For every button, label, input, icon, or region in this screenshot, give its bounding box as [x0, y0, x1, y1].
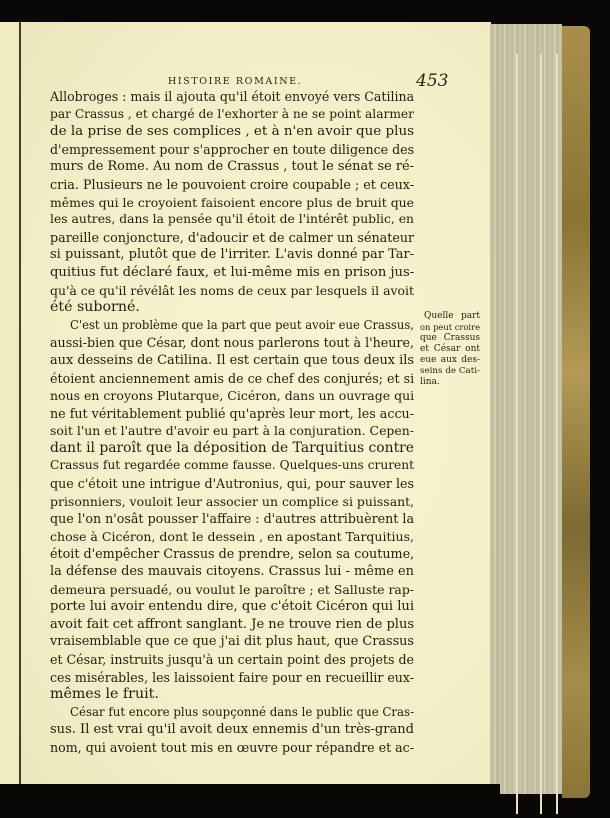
text-line: les autres, dans la pensée qu'il étoit de l'intérêt public, en [50, 212, 414, 227]
body-text [50, 88, 414, 757]
text-line: aussi-bien que César, dont nous parlerons tout à l'heure, [50, 335, 414, 351]
text-line: par Crassus , et chargé de l'exhorter à ne se point alarmer [50, 106, 414, 121]
text-line: sus. Il est vrai qu'il avoit deux ennemis d'un très-grand [50, 722, 414, 738]
text-line: nom, qui avoient tout mis en œuvre pour répandre et ac- [50, 739, 414, 755]
margin-note-line: que Crassus [420, 333, 480, 343]
book-cover [562, 26, 590, 798]
text-line: C'est un problème que la part que peut avoir eue Crassus, [70, 317, 414, 332]
fore-edge-line [540, 54, 542, 814]
page-number: 453 [416, 71, 449, 91]
text-line: étoient anciennement amis de ce chef des conjurés; et si [50, 370, 415, 386]
text-line: ces misérables, les laissoient faire pour en recueillir eux- [50, 669, 414, 685]
text-line: que c'étoit une intrigue d'Autronius, qui, pour sauver les [50, 476, 414, 492]
margin-note-line: lina. [420, 377, 440, 387]
text-line: quitius fut déclaré faux, et lui-même mis en prison jus- [50, 264, 415, 280]
text-line: de la prise de ses complices , et à n'en avoir que plus [50, 123, 415, 140]
text-line: que l'on n'osât pousser l'affaire : d'autres attribuèrent la [50, 511, 414, 527]
page-fore-edge [490, 24, 562, 794]
text-line: qu'à ce qu'il révélât les noms de ceux par lesquels il avoit [50, 282, 414, 298]
text-line: prisonniers, vouloit leur associer un complice si puissant, [50, 493, 415, 509]
text-line: pareille conjoncture, d'adoucir et de calmer un sénateur [50, 229, 415, 245]
text-line: mêmes qui le croyoient faisoient encore plus de bruit que [50, 194, 415, 210]
text-line: demeura persuadé, ou voulut le paroître ; et Salluste rap- [50, 581, 414, 597]
text-line: et César, instruits jusqu'à un certain point des projets de [50, 652, 414, 667]
margin-note-line: on peut croire [420, 322, 480, 332]
bottom-shadow [0, 784, 500, 818]
text-line: mêmes le fruit. [50, 686, 159, 703]
text-line: murs de Rome. Au nom de Crassus , tout le sénat se ré- [50, 159, 414, 175]
fore-edge-line [556, 54, 558, 814]
fore-edge-line [516, 54, 518, 814]
text-line: chose à Cicéron, dont le dessein , en apostant Tarquitius, [50, 528, 414, 544]
text-line: avoit fait cet affront sanglant. Je ne trouve rien de plus [50, 616, 415, 632]
text-line: César fut encore plus soupçonné dans le public que Cras- [70, 704, 415, 719]
running-head: HISTOIRE ROMAINE. [168, 76, 303, 87]
facing-page-edge [0, 22, 20, 792]
margin-note-line: eue aux des- [420, 355, 480, 365]
text-line: si puissant, plutôt que de l'irriter. L'avis donné par Tar- [50, 247, 415, 263]
margin-note-line: et César ont [420, 344, 480, 354]
text-line: soit l'un et l'autre d'avoir eu part à la conjuration. Cepen- [50, 423, 415, 439]
text-line: nous en croyons Plutarque, Cicéron, dans un ouvrage qui [50, 388, 415, 404]
text-line: vraisemblable que ce que j'ai dit plus haut, que Crassus [50, 634, 414, 650]
margin-note-line: seins de Cati- [420, 366, 480, 376]
text-line: Crassus fut regardée comme fausse. Quelques-uns crurent [50, 458, 414, 473]
text-line: dant il paroît que la déposition de Tarquitius contre [50, 439, 414, 456]
text-line: porte lui avoir entendu dire, que c'étoit Cicéron qui lui [50, 599, 415, 615]
text-line: ne fut véritablement publié qu'après leur mort, les accu- [50, 405, 414, 421]
margin-note [420, 311, 480, 388]
text-line: aux desseins de Catilina. Il est certain que tous deux ils [50, 352, 414, 368]
text-line: été suborné. [50, 299, 140, 316]
text-line: la défense des mauvais citoyens. Crassus lui - même en [50, 564, 414, 580]
text-line: cria. Plusieurs ne le pouvoient croire coupable ; et ceux- [50, 176, 415, 192]
text-line: d'empressement pour s'approcher en toute diligence des [50, 141, 415, 157]
text-line: Allobroges : mais il ajouta qu'il étoit envoyé vers Catilina [50, 89, 415, 104]
margin-note-line: Quelle part [424, 311, 480, 321]
text-line: étoit d'empêcher Crassus de prendre, selon sa coutume, [50, 546, 415, 562]
